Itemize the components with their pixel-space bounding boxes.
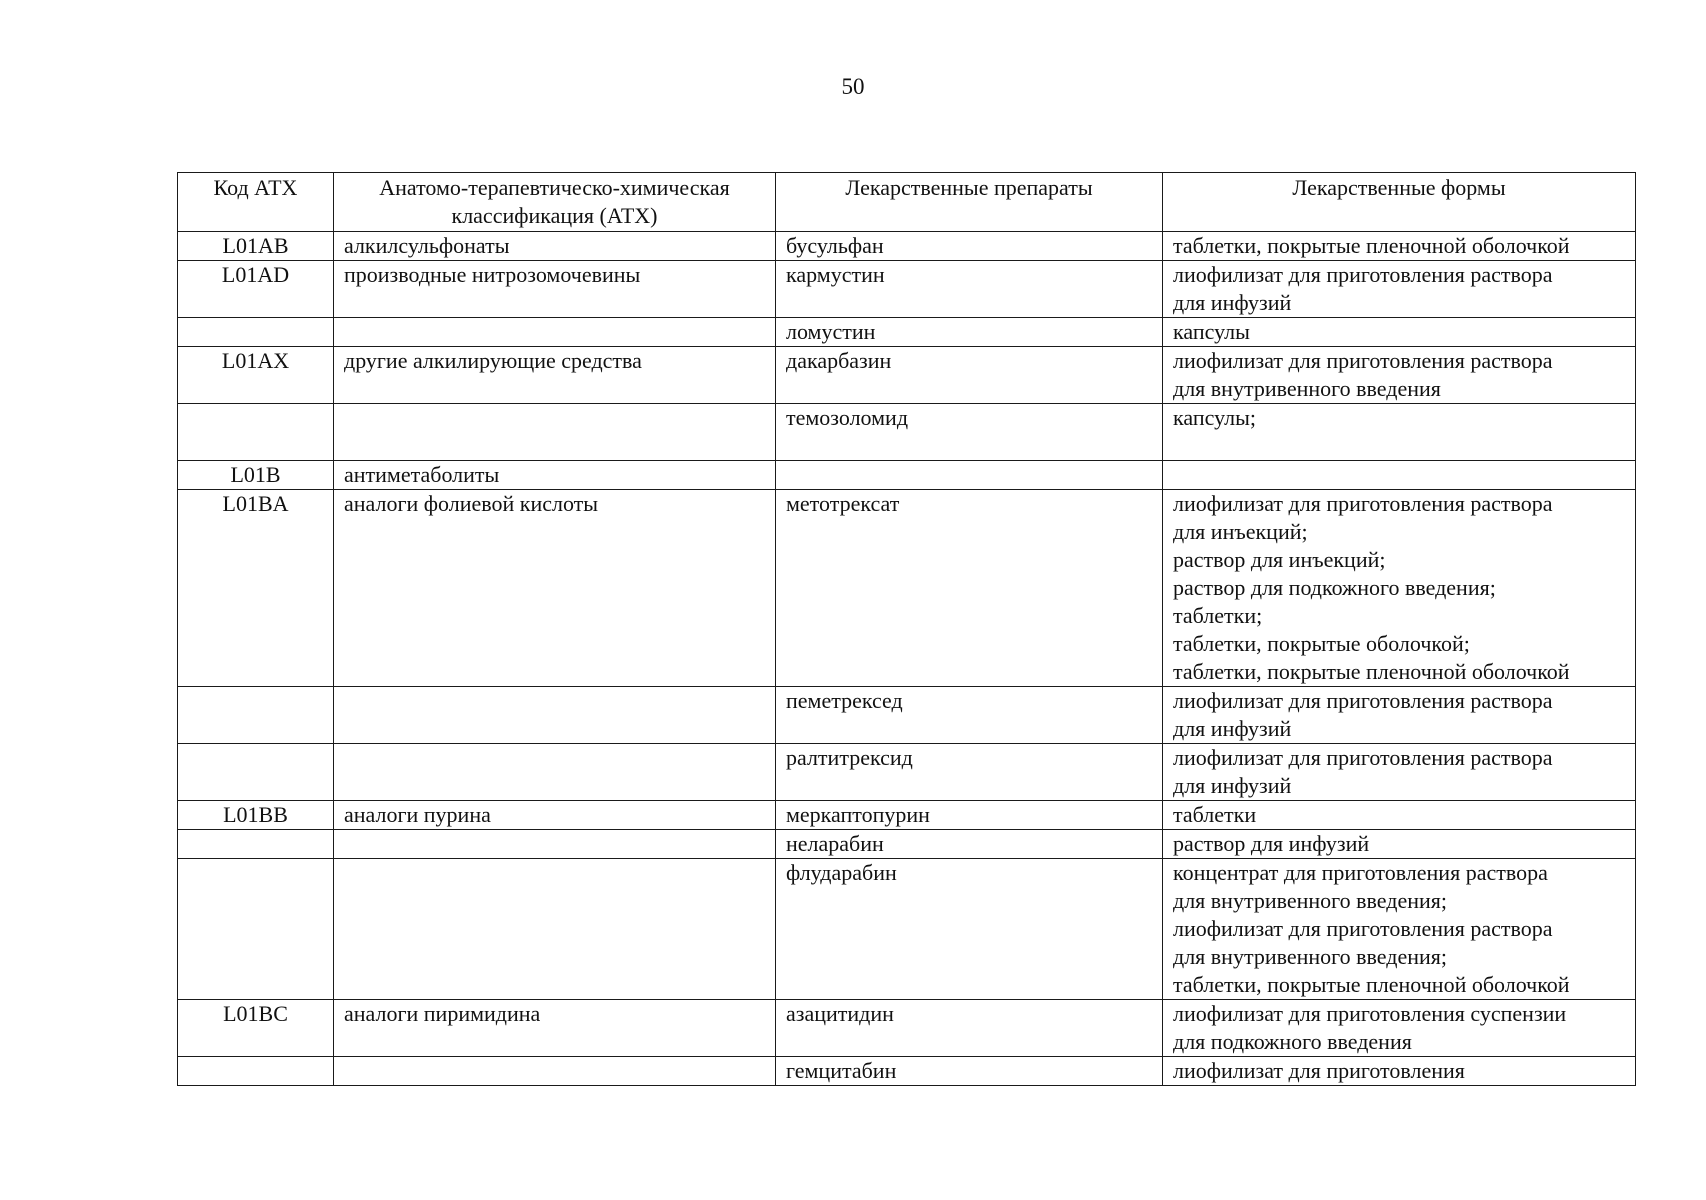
dosage-form-line: концентрат для приготовления раствора xyxy=(1173,860,1548,885)
dosage-form-line: раствор для инфузий xyxy=(1173,831,1370,856)
atx-classification-cell: антиметаболиты xyxy=(334,461,776,490)
table-row xyxy=(178,830,1636,859)
table-row xyxy=(178,404,1636,461)
drug-name-cell: гемцитабин xyxy=(776,1057,1163,1086)
atx-classification-cell: производные нитрозомочевины xyxy=(334,261,776,318)
table-row xyxy=(178,1057,1636,1086)
dosage-forms-cell xyxy=(1163,490,1636,687)
dosage-form-line: для инфузий xyxy=(1173,716,1292,741)
atx-code-cell: L01B xyxy=(178,461,334,490)
dosage-form-line: для внутривенного введения; xyxy=(1173,888,1448,913)
table-header-row xyxy=(178,173,1636,232)
atx-code-cell: L01BB xyxy=(178,801,334,830)
dosage-form-line: лиофилизат для приготовления раствора xyxy=(1173,348,1553,373)
dosage-forms-cell xyxy=(1163,1057,1636,1086)
atx-code-cell: L01BC xyxy=(178,1000,334,1057)
table-row xyxy=(178,490,1636,687)
atx-classification-cell xyxy=(334,318,776,347)
atx-classification-cell xyxy=(334,1057,776,1086)
dosage-form-line: для инфузий xyxy=(1173,773,1292,798)
dosage-form-line: лиофилизат для приготовления раствора xyxy=(1173,688,1553,713)
atx-code-cell xyxy=(178,859,334,1000)
atx-code-cell xyxy=(178,318,334,347)
dosage-forms-cell xyxy=(1163,744,1636,801)
atx-classification-cell xyxy=(334,687,776,744)
dosage-form-line: для инфузий xyxy=(1173,290,1292,315)
drug-name-cell: ломустин xyxy=(776,318,1163,347)
dosage-form-line: таблетки xyxy=(1173,802,1257,827)
dosage-form-line: капсулы; xyxy=(1173,405,1256,430)
atx-code-cell: L01AB xyxy=(178,232,334,261)
table-row xyxy=(178,461,1636,490)
dosage-form-line: таблетки, покрытые пленочной оболочкой xyxy=(1173,972,1570,997)
dosage-form-line: лиофилизат для приготовления суспензии xyxy=(1173,1001,1567,1026)
dosage-forms-cell xyxy=(1163,830,1636,859)
atx-code-cell xyxy=(178,687,334,744)
table-row xyxy=(178,744,1636,801)
drug-name-cell: метотрексат xyxy=(776,490,1163,687)
dosage-form-line: лиофилизат для приготовления раствора xyxy=(1173,745,1553,770)
dosage-forms-cell xyxy=(1163,1000,1636,1057)
table-row xyxy=(178,687,1636,744)
atx-drug-table xyxy=(177,172,1636,1086)
dosage-form-line: таблетки, покрытые пленочной оболочкой xyxy=(1173,233,1570,258)
drug-name-cell: флударабин xyxy=(776,859,1163,1000)
header-drugs: Лекарственные препараты xyxy=(776,173,1163,232)
table-row xyxy=(178,261,1636,318)
dosage-forms-cell xyxy=(1163,461,1636,490)
dosage-form-line: капсулы xyxy=(1173,319,1250,344)
dosage-form-line: таблетки; xyxy=(1173,603,1263,628)
dosage-forms-cell xyxy=(1163,347,1636,404)
dosage-forms-cell xyxy=(1163,318,1636,347)
atx-classification-cell: аналоги фолиевой кислоты xyxy=(334,490,776,687)
drug-name-cell: темозоломид xyxy=(776,404,1163,461)
header-atx-code: Код АТХ xyxy=(178,173,334,232)
table-row xyxy=(178,1000,1636,1057)
atx-classification-cell: другие алкилирующие средства xyxy=(334,347,776,404)
atx-classification-cell: алкилсульфонаты xyxy=(334,232,776,261)
table-row xyxy=(178,232,1636,261)
dosage-forms-cell xyxy=(1163,404,1636,461)
drug-name-cell: дакарбазин xyxy=(776,347,1163,404)
atx-classification-cell: аналоги пиримидина xyxy=(334,1000,776,1057)
atx-code-cell: L01AD xyxy=(178,261,334,318)
drug-name-cell: ралтитрексид xyxy=(776,744,1163,801)
drug-name-cell: кармустин xyxy=(776,261,1163,318)
atx-classification-cell: аналоги пурина xyxy=(334,801,776,830)
table-row xyxy=(178,318,1636,347)
drug-name-cell: азацитидин xyxy=(776,1000,1163,1057)
dosage-forms-cell xyxy=(1163,261,1636,318)
page-number: 50 xyxy=(841,74,865,99)
dosage-form-line: лиофилизат для приготовления раствора xyxy=(1173,262,1553,287)
dosage-form-line: таблетки, покрытые оболочкой; xyxy=(1173,631,1470,656)
dosage-form-line: для внутривенного введения xyxy=(1173,376,1441,401)
atx-code-cell xyxy=(178,744,334,801)
drug-name-cell: меркаптопурин xyxy=(776,801,1163,830)
drug-name-cell: бусульфан xyxy=(776,232,1163,261)
dosage-form-line: лиофилизат для приготовления раствора xyxy=(1173,491,1553,516)
header-dosage-forms: Лекарственные формы xyxy=(1163,173,1636,232)
table-row xyxy=(178,801,1636,830)
atx-classification-cell xyxy=(334,744,776,801)
atx-code-cell: L01BA xyxy=(178,490,334,687)
drug-name-cell: неларабин xyxy=(776,830,1163,859)
atx-code-cell: L01AX xyxy=(178,347,334,404)
dosage-form-line xyxy=(1173,461,1625,489)
table-row xyxy=(178,859,1636,1000)
dosage-form-line: раствор для инъекций; xyxy=(1173,547,1386,572)
dosage-forms-cell xyxy=(1163,859,1636,1000)
atx-code-cell xyxy=(178,404,334,461)
header-atx-classification: Анатомо-терапевтическо-химическая классификация (АТХ) xyxy=(334,173,776,232)
atx-code-cell xyxy=(178,830,334,859)
dosage-forms-cell xyxy=(1163,801,1636,830)
dosage-form-line xyxy=(1173,432,1625,460)
dosage-form-line: для инъекций; xyxy=(1173,519,1308,544)
dosage-forms-cell xyxy=(1163,232,1636,261)
dosage-form-line: раствор для подкожного введения; xyxy=(1173,575,1496,600)
table-body xyxy=(178,232,1636,1086)
dosage-form-line: лиофилизат для приготовления раствора xyxy=(1173,916,1553,941)
atx-code-cell xyxy=(178,1057,334,1086)
dosage-form-line: таблетки, покрытые пленочной оболочкой xyxy=(1173,659,1570,684)
atx-classification-cell xyxy=(334,404,776,461)
dosage-form-line: для подкожного введения xyxy=(1173,1029,1412,1054)
table-row xyxy=(178,347,1636,404)
atx-classification-cell xyxy=(334,830,776,859)
drug-name-cell: пеметрексед xyxy=(776,687,1163,744)
drug-name-cell xyxy=(776,461,1163,490)
dosage-forms-cell xyxy=(1163,687,1636,744)
dosage-form-line: лиофилизат для приготовления xyxy=(1173,1058,1465,1083)
atx-classification-cell xyxy=(334,859,776,1000)
dosage-form-line: для внутривенного введения; xyxy=(1173,944,1448,969)
